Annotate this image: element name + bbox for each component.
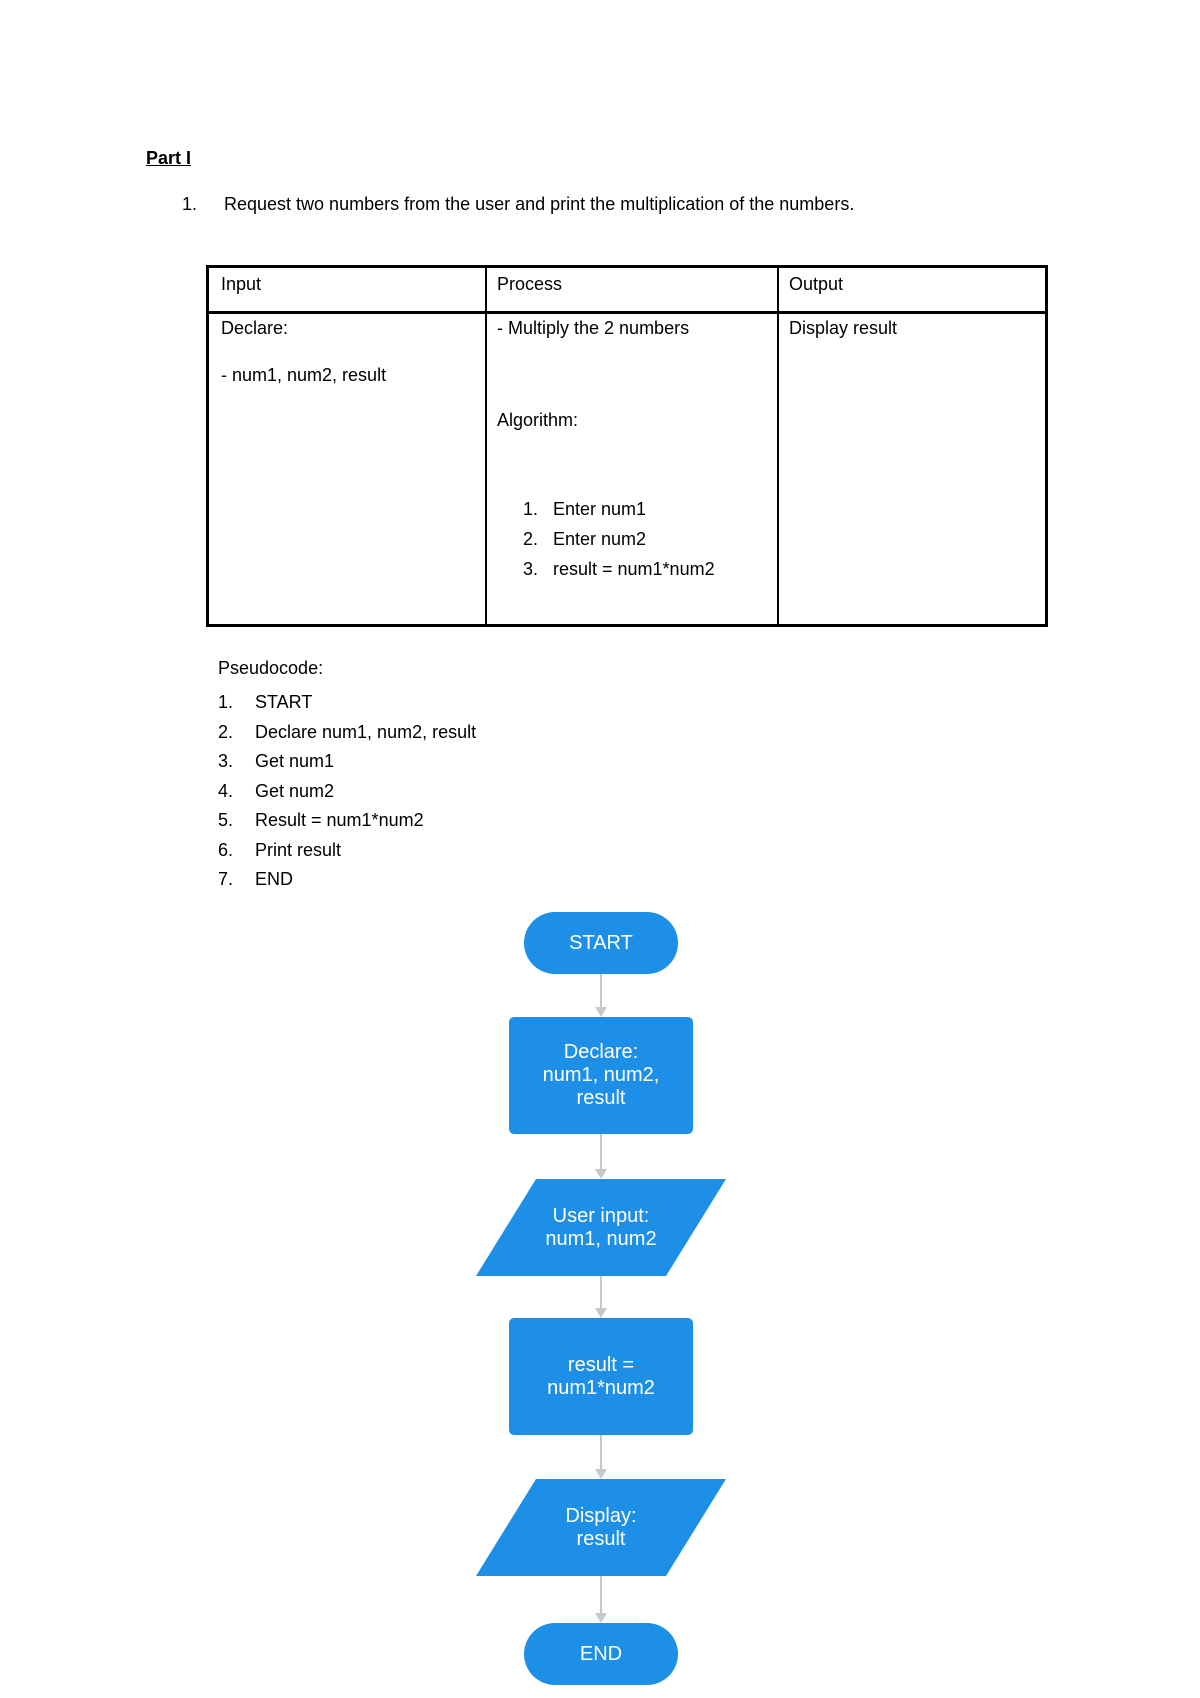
flowchart-node-label: Display: result [565, 1504, 637, 1550]
output-text: Display result [789, 318, 898, 338]
arrow-head-icon [595, 1169, 607, 1179]
line-text: Get num2 [255, 780, 335, 801]
header-input: Input [221, 274, 262, 294]
question-text: Request two numbers from the user and print the multiplication of the numbers. [224, 194, 855, 214]
process-action: - Multiply the 2 numbers [497, 318, 690, 338]
arrow-head-icon [595, 1007, 607, 1017]
arrow-head-icon [595, 1308, 607, 1318]
algorithm-step: 1. Enter num1 [543, 494, 715, 524]
line-number: 4. [218, 780, 234, 801]
flowchart-node-label: START [569, 931, 633, 954]
line-number: 7. [218, 869, 234, 889]
line-text: Declare num1, num2, result [255, 721, 477, 742]
part-title: Part I [146, 148, 192, 168]
header-process: Process [497, 274, 563, 294]
algorithm-label: Algorithm: [497, 410, 579, 430]
header-output: Output [789, 274, 844, 294]
line-text: START [255, 692, 313, 712]
line-text: END [255, 869, 294, 889]
arrow-head-icon [595, 1469, 607, 1479]
line-text: Print result [255, 839, 342, 860]
line-text: Get num1 [255, 751, 335, 771]
line-number: 5. [218, 810, 234, 830]
input-variables: - num1, num2, result [221, 365, 387, 385]
input-declare-label: Declare: [221, 318, 289, 338]
line-number: 3. [218, 751, 234, 771]
flowchart-node-label: result = num1*num2 [547, 1353, 655, 1399]
arrow-head-icon [595, 1613, 607, 1623]
flowchart-node-label: END [579, 1642, 623, 1665]
pseudocode-title: Pseudocode: [218, 658, 324, 678]
line-number: 1. [218, 692, 234, 712]
algorithm-step: 3. result = num1*num2 [543, 554, 715, 584]
line-text: Result = num1*num2 [255, 810, 424, 830]
line-number: 6. [218, 839, 234, 860]
line-number: 2. [218, 721, 234, 742]
flowchart-node-label: Declare: num1, num2, result [542, 1041, 660, 1109]
algorithm-step: 2. Enter num2 [543, 524, 715, 554]
flowchart-node-label: User input: num1, num2 [545, 1204, 657, 1250]
question-number: 1. [182, 194, 198, 214]
